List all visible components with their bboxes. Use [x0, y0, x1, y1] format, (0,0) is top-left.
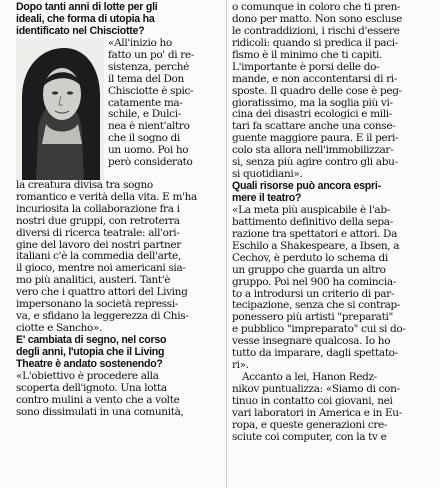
question-line: Quali risorse può ancora espri- [232, 181, 381, 193]
column-divider [226, 0, 227, 488]
article-paragraph-4 [232, 205, 432, 372]
text-line: sciute coi computer, con la tv e [232, 431, 387, 443]
text-line: colo sta allora nell'immobilizzar- [232, 145, 394, 157]
portrait-photo [16, 38, 104, 180]
text-line: un gruppo che guarda un altro [232, 264, 386, 276]
text-line: Chisciotte è spic- [108, 85, 194, 97]
text-line: italiani c'è la commedia dell'arte, [16, 251, 181, 263]
text-line: ropa, e queste generazioni cre- [232, 419, 388, 431]
question-line: ideali, che forma di utopia ha [16, 13, 155, 25]
question-line: degli anni, l'utopia che il Living [16, 346, 165, 358]
text-line: la creatura divisa tra sogno [16, 179, 153, 191]
text-line: guente maggiore paura. E il peri- [232, 133, 399, 145]
text-line: gioratissimo, ma la soglia più vi- [232, 97, 393, 109]
text-line: che il sogno di [108, 133, 180, 145]
text-line: mande, e non accontentarsi di ri- [232, 73, 398, 85]
text-line: sposte. Il quadro delle cose è peg- [232, 85, 402, 97]
photo-side-text [108, 38, 220, 169]
portrait-image-icon [16, 38, 104, 180]
text-line: e pubblico "impreparato" cui si do- [232, 324, 406, 336]
text-line: un uomo. Poi ho [108, 145, 189, 157]
text-line: diversi di ricerca teatrale: all'ori- [16, 227, 180, 239]
interview-question-3 [232, 181, 432, 205]
text-line: fatto un po' di re- [108, 49, 194, 61]
text-line: impersonano la società repressi- [16, 299, 179, 311]
text-line: però considerato [108, 157, 193, 169]
text-line: nostri due gruppi, con retroterra [16, 215, 180, 227]
interview-question-1 [16, 2, 220, 38]
text-line: to a introdursi un criterio di par- [232, 288, 395, 300]
article-paragraph-5 [232, 372, 432, 444]
text-line: gine del lavoro dei nostri partner [16, 239, 181, 251]
text-line: catamente ma- [108, 97, 183, 109]
question-line: Dopo tanti anni di lotte per gli [16, 2, 158, 13]
text-line: vari laboratori in America e in Eu- [232, 407, 402, 419]
text-line: scoperta dell'ignoto. Una lotta [16, 382, 167, 394]
text-line: vero che i quattro attori del Living [16, 287, 188, 299]
article-paragraph-2 [16, 371, 220, 419]
text-line: nikov puntualizza: «Siamo di con- [232, 384, 400, 395]
text-line: il gioco, mentre noi americani sia- [16, 263, 186, 275]
text-line: incuriosita la collaborazione fra i [16, 203, 180, 215]
text-line: romantico e verità della vita. E m'ha [16, 191, 197, 203]
text-line: sono dissimulati in una comunità, [16, 406, 184, 418]
text-line: nea è nient'altro [108, 121, 190, 133]
article-paragraph-3 [232, 2, 432, 181]
text-line: «All'inizio ho [108, 37, 172, 49]
text-line: battimento definitivo della sepa- [232, 216, 393, 228]
text-line: schile, e Dulci- [108, 109, 181, 121]
text-line: «La meta più auspicabile è l'ab- [232, 204, 390, 216]
question-line: mere il teatro? [232, 193, 302, 204]
question-line: E' cambiata di segno, nel corso [16, 335, 167, 346]
text-line: ciotte e Sancho». [16, 323, 103, 335]
text-line: tinuo in contatto coi giovani, nei [232, 395, 393, 407]
text-line: tutto da imparare, dagli spettato- [232, 348, 398, 360]
text-line: ridicoli: quando si predica il paci- [232, 37, 398, 49]
text-line: va, e sfidano la leggerezza di Chis- [16, 311, 189, 323]
left-column [16, 2, 220, 419]
text-line: Eschilo a Shakespeare, a Ibsen, a [232, 240, 400, 252]
right-column [232, 2, 432, 444]
text-line: mo più analitici, austeri. Tant'è [16, 275, 171, 287]
text-line: sistenza, perché [108, 61, 190, 73]
text-line: Accanto a lei, Hanon Redz- [242, 372, 377, 384]
text-line: L'importante è porsi delle do- [232, 61, 380, 73]
text-line: «L'obiettivo è procedere alla [16, 370, 159, 382]
text-line: le contraddizioni, i rischi d'essere [232, 25, 400, 37]
text-line: Cechov, è perduto lo schema di [232, 252, 388, 264]
text-line: fismo è il minimo che ti capiti. [232, 49, 382, 61]
question-line: identificato nel Chisciotte? [16, 25, 145, 37]
text-line: tecipazione, senza che si contrap- [232, 300, 401, 312]
photo-block [16, 38, 220, 180]
text-line: ri». [232, 360, 249, 372]
text-line: tari fa scattare anche una conse- [232, 121, 396, 133]
text-line: ponessero più artisti "preparati" [232, 312, 393, 324]
text-line: si quotidiani». [232, 169, 303, 181]
text-line: o comunque in coloro che ti pren- [232, 2, 401, 13]
text-line: il tema del Don [108, 73, 184, 85]
text-line: cina dei disastri ecologici e mili- [232, 109, 392, 121]
text-line: gruppo. Poi nel 900 ha comincia- [232, 276, 396, 288]
text-line: vesse insegnare qualcosa. Io ho [232, 336, 391, 348]
question-line: Theatre è andato sostenendo? [16, 358, 163, 370]
text-line: dono per matto. Non sono escluse [232, 13, 402, 25]
article-paragraph-1 [16, 180, 220, 335]
text-line: si, senza più agire contro gli abu- [232, 157, 398, 169]
interview-question-2 [16, 335, 220, 371]
text-line: razione tra spettatori e attori. Da [232, 228, 397, 240]
text-line: contro mulini a vento che a volte [16, 394, 180, 406]
